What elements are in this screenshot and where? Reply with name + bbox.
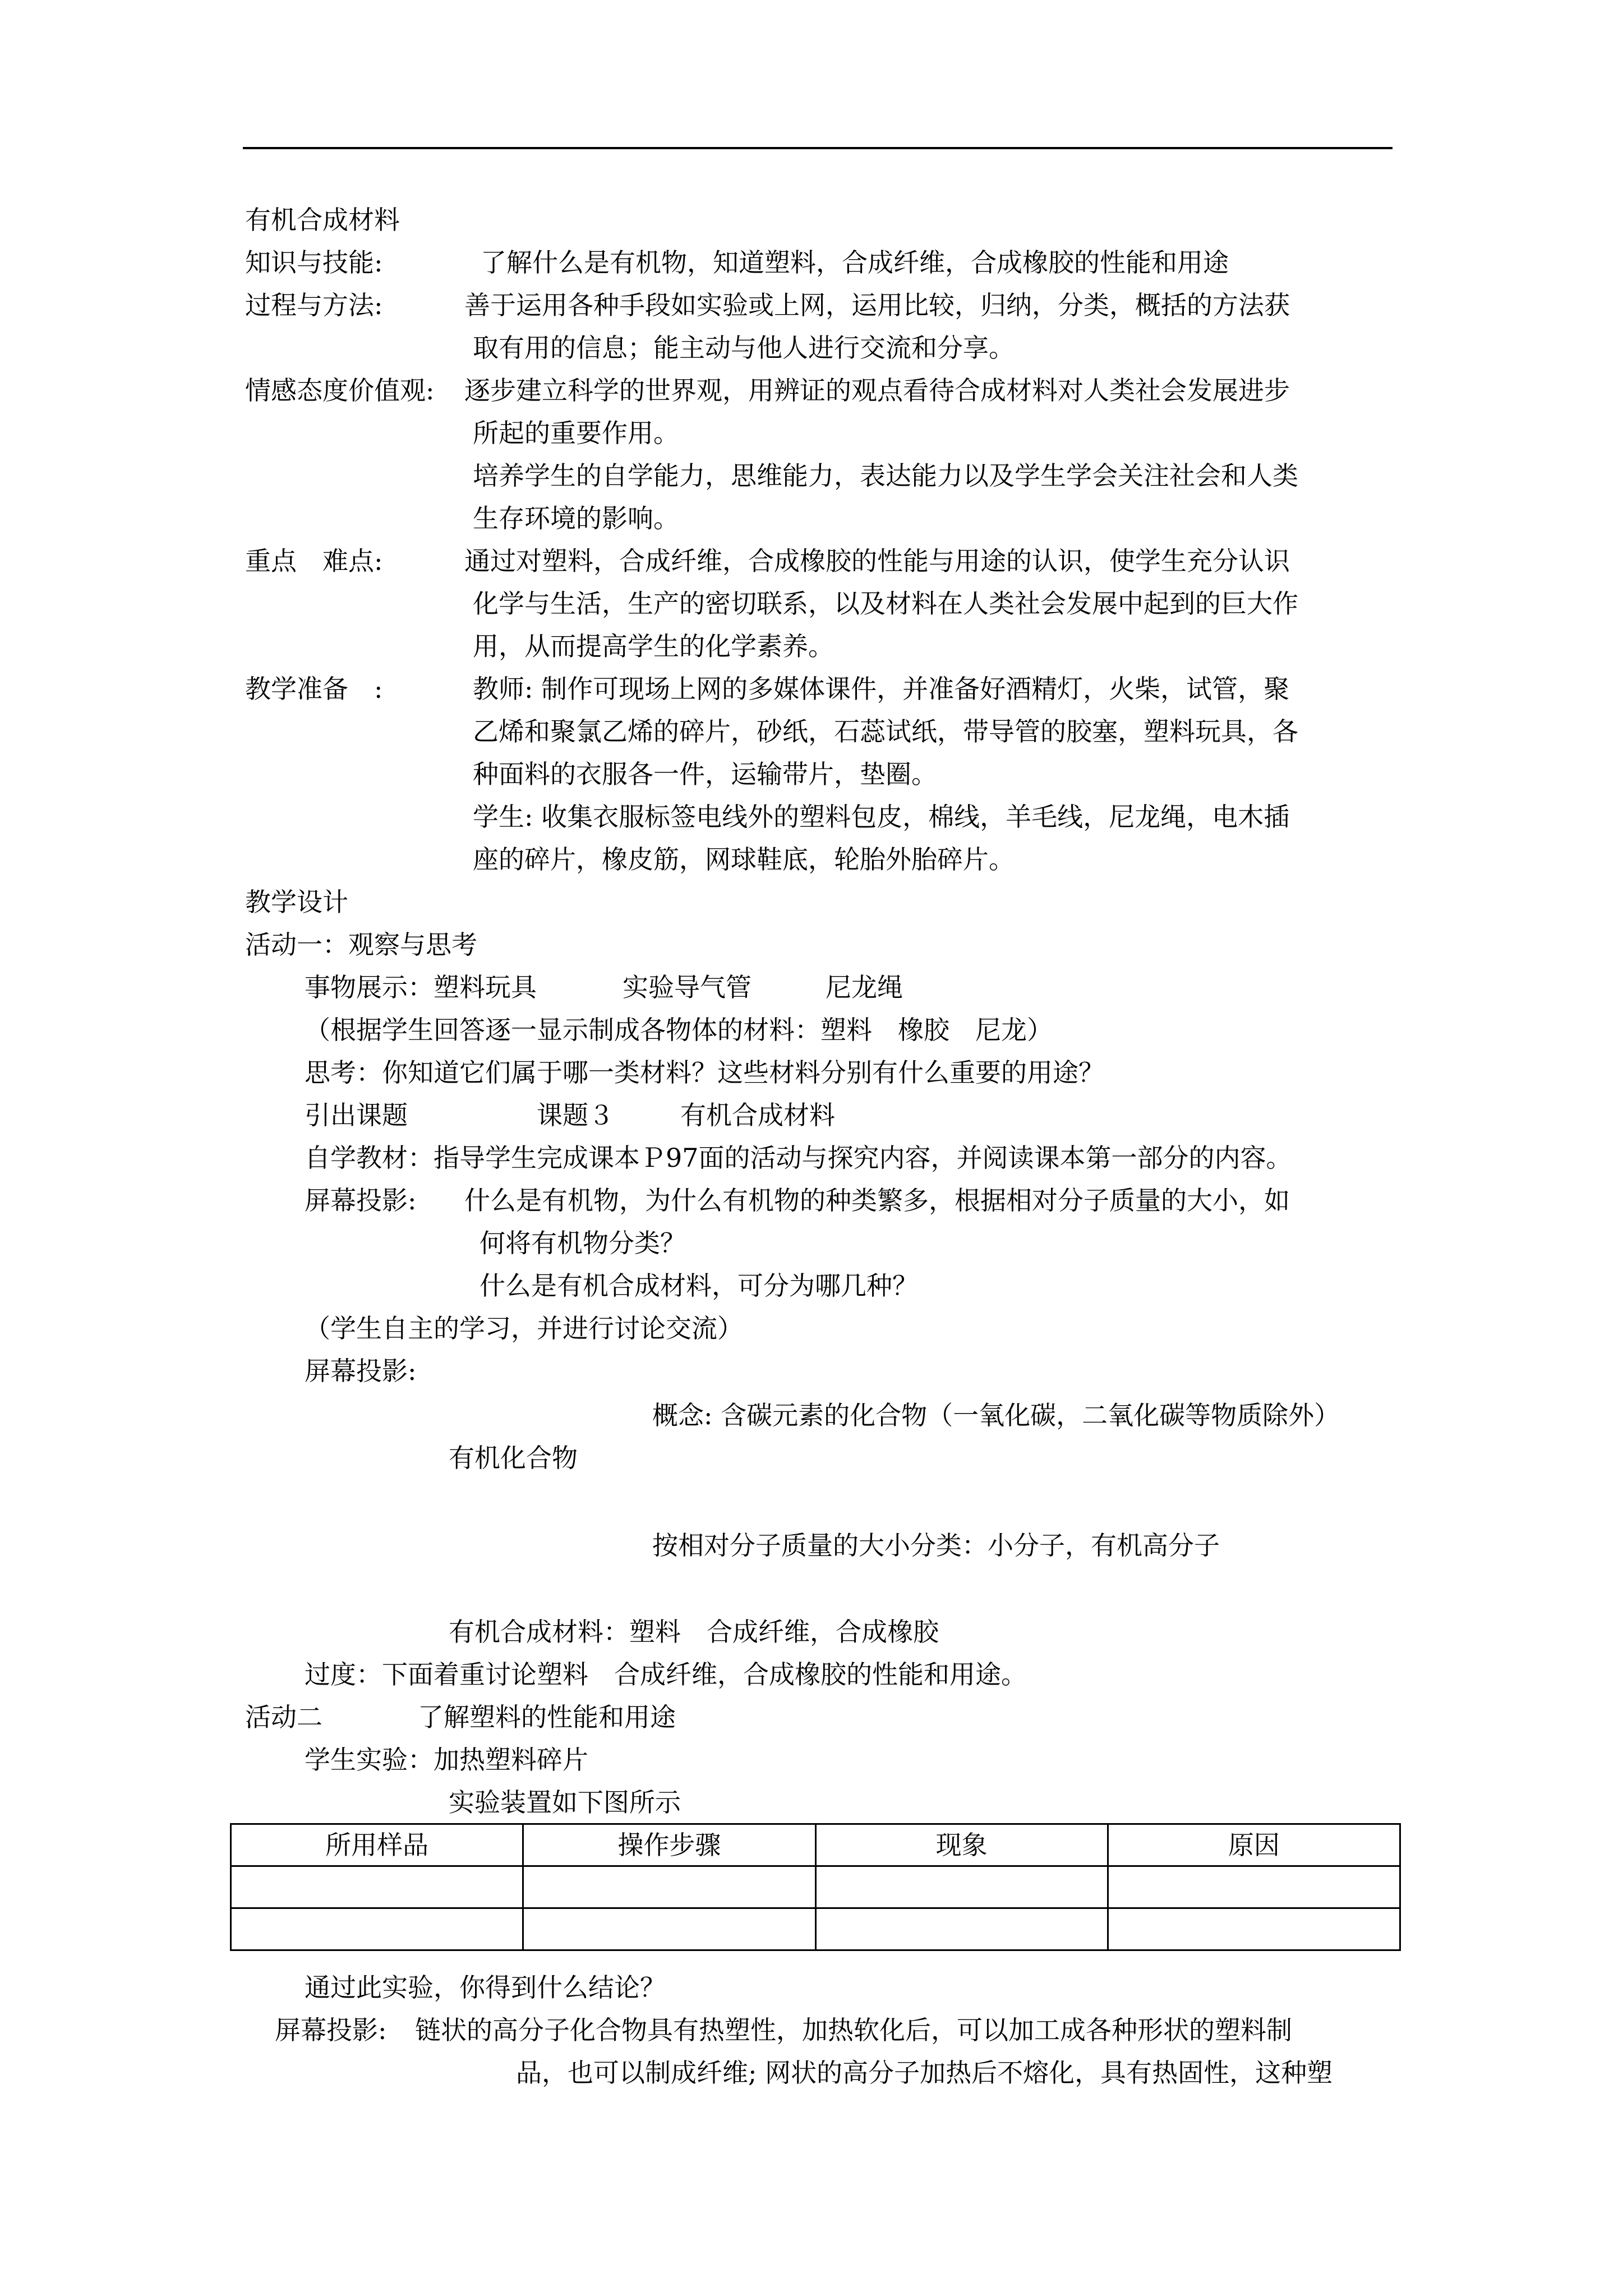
activity2-title: 了解塑料的性能和用途 bbox=[418, 1702, 676, 1732]
note: （根据学生回答逐一显示制成各物体的材料：塑料 橡胶 尼龙） bbox=[305, 1015, 1053, 1045]
prep-line: 教师: 制作可现场上网的多媒体课件，并准备好酒精灯，火柴，试管，聚 bbox=[473, 674, 1290, 704]
table-cell bbox=[231, 1866, 523, 1908]
projection-label: 屏幕投影: bbox=[275, 2015, 387, 2045]
projection-label: 屏幕投影: bbox=[305, 1185, 417, 1216]
key-line: 通过对塑料，合成纤维，合成橡胶的性能与用途的认识，使学生充分认识 bbox=[464, 546, 1290, 576]
doc-title: 有机合成材料 bbox=[245, 205, 400, 235]
table-cell bbox=[1108, 1908, 1400, 1950]
table-row bbox=[231, 1908, 1400, 1950]
activity2-label: 活动二 bbox=[245, 1702, 322, 1732]
projection-line: 什么是有机物，为什么有机物的种类繁多，根据相对分子质量的大小，如 bbox=[464, 1185, 1290, 1216]
table-header-cell: 原因 bbox=[1108, 1824, 1400, 1866]
emotion-line: 逐步建立科学的世界观，用辨证的观点看待合成材料对人类社会发展进步 bbox=[464, 375, 1290, 406]
process-line: 善于运用各种手段如实验或上网，运用比较，归纳，分类，概括的方法获 bbox=[464, 290, 1290, 320]
table-cell bbox=[815, 1866, 1108, 1908]
key-line: 化学与生活，生产的密切联系，以及材料在人类社会发展中起到的巨大作 bbox=[473, 588, 1298, 619]
table-header-row bbox=[231, 1824, 1400, 1866]
table-header-cell: 现象 bbox=[815, 1824, 1108, 1866]
table-cell bbox=[523, 1908, 815, 1950]
knowledge-text: 了解什么是有机物，知道塑料，合成纤维，合成橡胶的性能和用途 bbox=[481, 247, 1229, 278]
table-cell bbox=[523, 1866, 815, 1908]
organic-compound: 有机化合物 bbox=[449, 1443, 578, 1473]
show-items: 事物展示：塑料玩具 bbox=[305, 972, 537, 1002]
projection-line: 链状的高分子化合物具有热塑性，加热软化后，可以加工成各种形状的塑料制 bbox=[415, 2015, 1292, 2045]
table-cell bbox=[231, 1908, 523, 1950]
think-question: 思考：你知道它们属于哪一类材料？这些材料分别有什么重要的用途？ bbox=[305, 1057, 1104, 1088]
emotion-line: 生存环境的影响。 bbox=[473, 503, 679, 533]
intro-name: 有机合成材料 bbox=[680, 1100, 835, 1130]
activity1-heading: 活动一：观察与思考 bbox=[245, 930, 477, 960]
prep-line: 乙烯和聚氯乙烯的碎片，砂纸，石蕊试纸，带导管的胶塞，塑料玩具，各 bbox=[473, 716, 1298, 747]
table-cell bbox=[1108, 1866, 1400, 1908]
header-rule bbox=[243, 147, 1393, 149]
experiment-table bbox=[230, 1823, 1401, 1951]
intro-topic: 课题３ bbox=[537, 1100, 614, 1130]
table-header-cell: 所用样品 bbox=[231, 1824, 523, 1866]
experiment-line: 学生实验：加热塑料碎片 bbox=[305, 1745, 588, 1775]
key-line: 用，从而提高学生的化学素养。 bbox=[473, 631, 834, 661]
projection-line: 品，也可以制成纤维; 网状的高分子加热后不熔化，具有热固性，这种塑 bbox=[516, 2058, 1333, 2088]
concept-line: 概念: 含碳元素的化合物（一氧化碳，二氧化碳等物质除外） bbox=[652, 1400, 1340, 1430]
process-line: 取有用的信息；能主动与他人进行交流和分享。 bbox=[473, 333, 1015, 363]
table-row bbox=[231, 1866, 1400, 1908]
classify-line: 按相对分子质量的大小分类：小分子，有机高分子 bbox=[652, 1530, 1220, 1561]
apparatus-line: 实验装置如下图所示 bbox=[449, 1787, 681, 1818]
projection-line: 何将有机物分类？ bbox=[479, 1228, 686, 1258]
emotion-line: 培养学生的自学能力，思维能力，表达能力以及学生学会关注社会和人类 bbox=[473, 461, 1298, 491]
prep-line: 座的碎片，橡皮筋，网球鞋底，轮胎外胎碎片。 bbox=[473, 844, 1015, 875]
table-header-cell: 操作步骤 bbox=[523, 1824, 815, 1866]
design-heading: 教学设计 bbox=[245, 887, 348, 917]
materials-line: 有机合成材料：塑料 合成纤维，合成橡胶 bbox=[449, 1617, 939, 1647]
knowledge-label: 知识与技能: bbox=[245, 247, 383, 278]
note: （学生自主的学习，并进行讨论交流） bbox=[305, 1313, 743, 1343]
projection-label: 屏幕投影: bbox=[305, 1356, 417, 1386]
process-label: 过程与方法: bbox=[245, 290, 383, 320]
intro-label: 引出课题 bbox=[305, 1100, 408, 1130]
key-label: 重点 难点: bbox=[245, 546, 383, 576]
prep-label: 教学准备 : bbox=[245, 674, 383, 704]
show-item: 尼龙绳 bbox=[826, 972, 903, 1002]
show-item: 实验导气管 bbox=[623, 972, 751, 1002]
prep-line: 学生: 收集衣服标签电线外的塑料包皮，棉线，羊毛线，尼龙绳，电木插 bbox=[473, 802, 1290, 832]
emotion-label: 情感态度价值观: bbox=[245, 375, 435, 406]
table-cell bbox=[815, 1908, 1108, 1950]
conclusion-question: 通过此实验，你得到什么结论？ bbox=[305, 1972, 666, 2003]
projection-line: 什么是有机合成材料，可分为哪几种？ bbox=[479, 1271, 918, 1301]
transition-line: 过度：下面着重讨论塑料 合成纤维，合成橡胶的性能和用途。 bbox=[305, 1659, 1027, 1690]
self-study: 自学教材：指导学生完成课本Ｐ97面的活动与探究内容，并阅读课本第一部分的内容。 bbox=[305, 1143, 1292, 1173]
emotion-line: 所起的重要作用。 bbox=[473, 418, 679, 448]
prep-line: 种面料的衣服各一件，运输带片，垫圈。 bbox=[473, 759, 937, 789]
